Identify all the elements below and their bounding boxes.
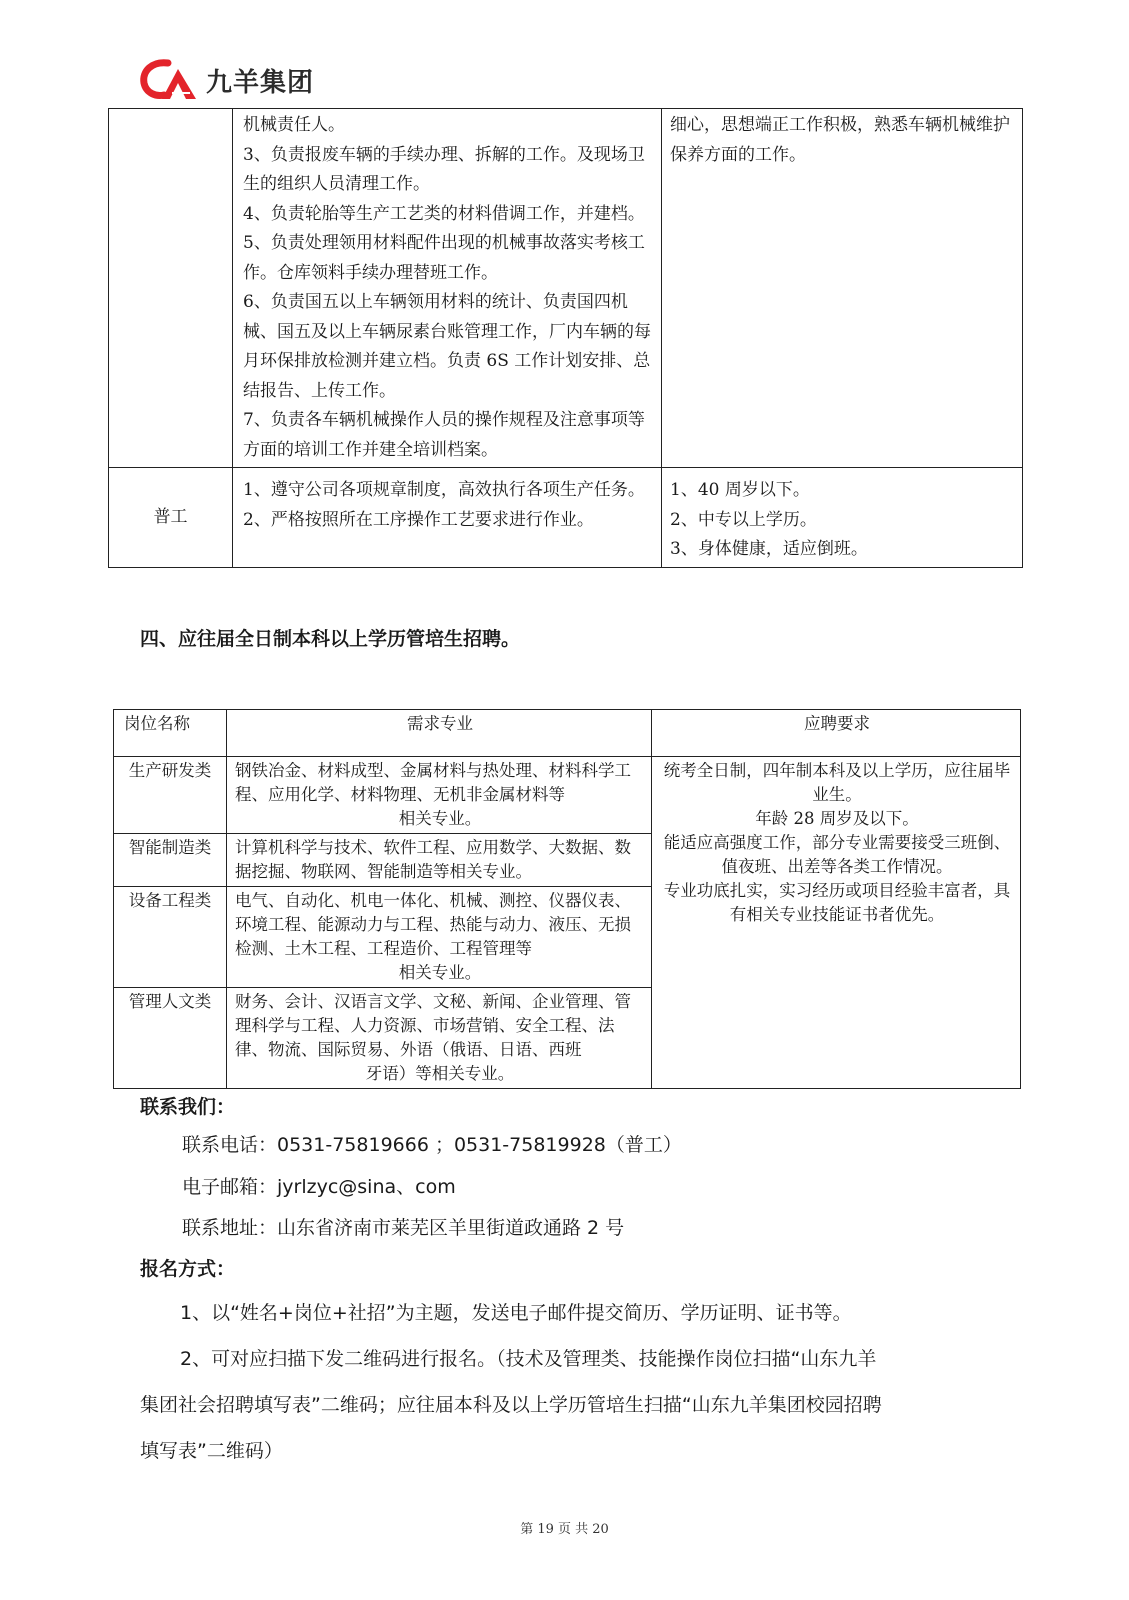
trainee-table	[113, 709, 1021, 1089]
requirements-cell	[662, 468, 1023, 568]
registration-heading: 报名方式：	[140, 1258, 236, 1280]
category-cell: 生产研发类	[114, 757, 227, 834]
registration-item-2-line-2: 集团社会招聘填写表”二维码；应往届本科及以上学历管培生扫描“山东九羊集团校园招聘	[140, 1394, 882, 1416]
duty-line: 6、负责国五以上车辆领用材料的统计、负责国四机械、国五及以上车辆尿素台账管理工作，厂内车辆的每月环保排放检测并建立档。负责 6S 工作计划安排、总结报告、上传工作。	[243, 292, 651, 401]
majors-text: 财务、会计、汉语言文学、文秘、新闻、企业管理、管理科学与工程、人力资源、市场营销、安全工程、法律、物流、国际贸易、外语（俄语、日语、西班	[235, 992, 631, 1059]
header-position: 岗位名称	[114, 710, 227, 757]
requirement-line: 3、身体健康，适应倒班。	[670, 539, 868, 559]
duty-line: 1、遵守公司各项规章制度，高效执行各项生产任务。	[243, 480, 645, 500]
job-table-continued	[108, 108, 1023, 568]
requirement-line: 能适应高强度工作，部分专业需要接受三班倒、值夜班、出差等各类工作情况。	[663, 833, 1011, 876]
requirement-line: 2、中专以上学历。	[670, 509, 817, 530]
majors-text: 计算机科学与技术、软件工程、应用数学、大数据、数据挖掘、物联网、智能制造等相关专业。	[235, 838, 631, 881]
registration-item-1: 1、以“姓名+岗位+社招”为主题，发送电子邮件提交简历、学历证明、证书等。	[180, 1302, 852, 1324]
duties-cell	[233, 109, 662, 468]
majors-cell	[227, 757, 652, 834]
company-logo	[138, 54, 314, 106]
duty-line: 机械责任人。	[243, 115, 345, 135]
majors-text-tail: 相关专业。	[398, 809, 482, 828]
duty-line: 2、严格按照所在工序操作工艺要求进行作业。	[243, 509, 594, 530]
registration-item-2-line-1: 2、可对应扫描下发二维码进行报名。（技术及管理类、技能操作岗位扫描“山东九羊	[180, 1348, 877, 1370]
duty-line: 3、负责报废车辆的手续办理、拆解的工作。及现场卫生的组织人员清理工作。	[243, 144, 645, 194]
contact-phone: 联系电话：0531-75819666 ；0531-75819928（普工）	[182, 1134, 682, 1156]
majors-cell	[227, 834, 652, 887]
requirement-line: 年龄 28 周岁及以下。	[755, 809, 919, 828]
duty-line: 5、负责处理领用材料配件出现的机械事故落实考核工作。仓库领料手续办理替班工作。	[243, 233, 645, 283]
majors-text-tail: 相关专业。	[398, 963, 482, 982]
requirement-line: 1、40 周岁以下。	[670, 480, 810, 500]
contact-email: 电子邮箱：jyrlzyc@sina、com	[182, 1176, 456, 1198]
header-requirements: 应聘要求	[652, 710, 1021, 757]
duties-cell	[233, 468, 662, 568]
header-majors: 需求专业	[227, 710, 652, 757]
table-row	[109, 468, 1023, 568]
position-cell	[109, 109, 233, 468]
requirements-cell	[652, 757, 1021, 1089]
page-number: 第 19 页 共 20	[520, 1522, 609, 1537]
requirements-cell	[662, 109, 1023, 468]
section-heading: 四、应往届全日制本科以上学历管培生招聘。	[140, 628, 521, 650]
table-row	[109, 109, 1023, 468]
table-header-row	[114, 710, 1021, 757]
duty-line: 4、负责轮胎等生产工艺类的材料借调工作，并建档。	[243, 203, 645, 224]
logo-text: 九羊集团	[206, 67, 315, 98]
category-cell: 智能制造类	[114, 834, 227, 887]
majors-text-tail: 牙语）等相关专业。	[365, 1064, 515, 1083]
majors-cell	[227, 988, 652, 1089]
requirement-line: 专业功底扎实，实习经历或项目经验丰富者，具有相关专业技能证书者优先。	[663, 881, 1011, 924]
registration-item-2-line-3: 填写表”二维码）	[140, 1440, 283, 1462]
position-cell: 普工	[109, 468, 233, 568]
contact-address: 联系地址：山东省济南市莱芜区羊里街道政通路 2 号	[182, 1217, 625, 1239]
majors-text: 钢铁冶金、材料成型、金属材料与热处理、材料科学工程、应用化学、材料物理、无机非金属材料等	[235, 761, 631, 804]
requirement-line: 统考全日制，四年制本科及以上学历，应往届毕业生。	[663, 761, 1011, 804]
contact-heading: 联系我们：	[140, 1096, 236, 1118]
logo-mark-icon	[138, 55, 200, 105]
majors-cell	[227, 887, 652, 988]
requirement-line: 细心，思想端正工作积极，熟悉车辆机械维护保养方面的工作。	[670, 115, 1010, 165]
category-cell: 设备工程类	[114, 887, 227, 988]
majors-text: 电气、自动化、机电一体化、机械、测控、仪器仪表、环境工程、能源动力与工程、热能与动力、液压、无损检测、土木工程、工程造价、工程管理等	[235, 891, 631, 958]
table-row	[114, 757, 1021, 834]
category-cell: 管理人文类	[114, 988, 227, 1089]
duty-line: 7、负责各车辆机械操作人员的操作规程及注意事项等方面的培训工作并建全培训档案。	[243, 410, 645, 460]
